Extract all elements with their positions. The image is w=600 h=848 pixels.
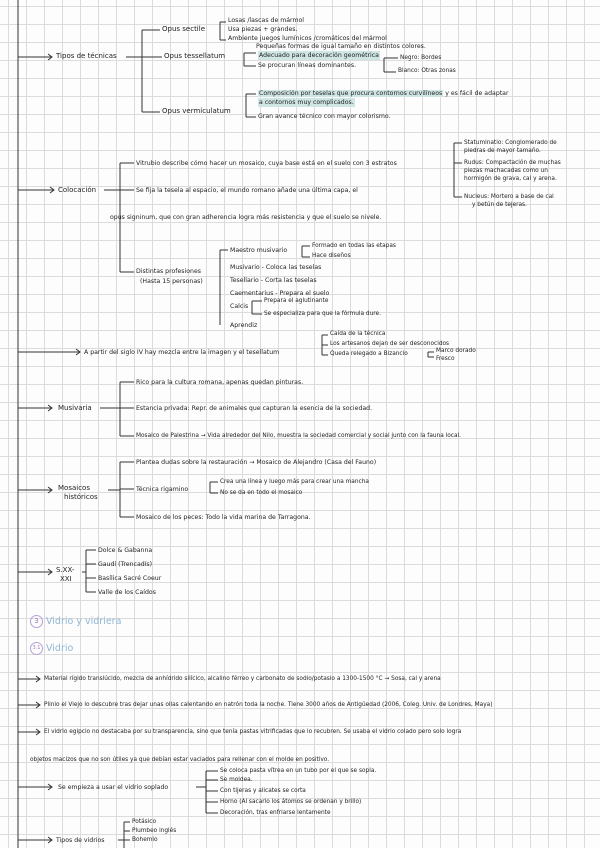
rigamino-2: No se da en todo el mosaico [220,490,303,496]
sxx-label-1: S.XX- [56,566,75,574]
colocacion-label: Colocación [58,186,97,194]
vidrio-line-4: objetos macizos que no son útiles ya que debían estar vaciados para rellenar con el molde en positivo. [30,757,330,763]
siglo-iv-sub-1: Caída de la técnica [330,331,386,337]
nucleus-1: Nucleus: Mortero a base de cal [464,194,554,200]
profesiones-label: Distintas profesiones [136,268,201,275]
opus-vermiculatum-label: Opus vermiculatum [162,107,231,115]
vitrubio-line: Vitrubio describe cómo hacer un mosaico, cuya base está en el suelo con 3 estratos [136,160,397,167]
section-3-title: Vidrio y vidriera [46,616,122,627]
tesellario-line: Tesellario - Corta las teselas [230,277,317,284]
siglo-iv-sub-3: Queda relegado a Bizancio [330,351,408,357]
vidrio-line-2: Plinio el Viejo lo descubre tras dejar unas ollas calentando en natrón toda la noche. Tiene 3000 años de Antigüedad (2006, Coleg. Univ. de Londres, Maya) [44,702,493,708]
mosaicos-label-1: Mosaicos [58,484,90,492]
tess-line-2: Adecuado para decoración geométrica [259,52,379,59]
maestro-sub-2: Hace diseños [312,253,351,259]
aprendiz-line: Aprendiz [230,322,258,329]
siglo-iv-text: A partir del siglo IV hay mezcla entre la imagen y el tesellatum [84,349,280,356]
section-3-header [30,615,121,628]
musivaria-line-2: Estancia privada: Repr. de animales que capturan la esencia de la sociedad. [136,405,373,412]
musivario-line: Musivario - Coloca las teselas [230,264,322,271]
vidrio-line-3: El vidrio egipcio no destacaba por su transparencia, sino que tenía pastas vitrificadas que lo recubren. Se usaba el vidrio colado pero solo logra [44,729,462,735]
section-31-title: Vidrio [46,643,74,654]
profesiones-sub: (Hasta 15 personas) [140,278,203,285]
section-31-header [30,642,73,655]
siglo-iv-sub-4a: Marco dorado [436,348,476,354]
maestro-musivario: Maestro musivario [230,247,288,254]
sxx-item-1: Dolce & Gabanna [98,547,153,554]
calcis-sub-1: Prepara el aglutinante [264,298,329,304]
verm-line-1 [258,89,509,98]
sectile-line-2: Usa piezas + grandes. [228,26,298,33]
calcis-sub-2: Se especializa para que la fórmula dure. [264,311,381,317]
tipos-vidrios-label: Tipos de vidrios [56,837,105,844]
historicos-line-3: Mosaico de los peces: Todo la vida marina de Tarragona. [136,514,311,521]
statuminatio-1: Statuminatio: Conglomerado de [464,140,557,146]
tess-blanco: Blanco: Otras zonas [398,68,456,74]
rudus-3: hormigón de grava, cal y arena. [464,176,557,182]
sxx-item-3: Basílica Sacré Coeur [98,575,162,582]
musivaria-line-3: Mosaico de Palestrina → Vida alrededor del Nilo, muestra la sociedad comercial y social junto con la fauna local. [136,433,461,439]
nucleus-2: y betún de tejeras. [472,202,527,208]
verm-line-1b: y es fácil de adaptar [445,90,509,97]
statuminatio-2: piedras de mayor tamaño. [464,148,541,154]
tipos-vidrio-1: Potásico [132,819,157,825]
section-31-number: 3.1 [30,642,43,655]
vidrio-line-1: Material rígido translúcido, mezcla de anhídrido silícico, alcalino férreo y carbonato de sodio/potasio a 1300-1500 °C → Sosa, cal y arena [44,676,441,682]
tess-negro: Negro: Bordes [400,55,442,61]
soplado-item-5: Decoración, tras enfriarse lentamente [220,810,331,816]
tipos-vidrio-2: Plumbeo inglés [132,828,177,834]
signinum-line: opus signinum, que con gran adherencia logra más resistencia y que el suelo se nivele. [110,214,382,221]
soplado-item-3: Con tijeras y alicates se corta [220,788,306,794]
tipos-tecnicas-label: Tipos de técnicas [56,52,117,60]
fija-line: Se fija la tesela al espacio, el mundo romano añade una última capa, el [136,187,358,194]
sectile-line-3: Ambiente juegos lumínicos /cromáticos del mármol [228,35,387,42]
caementarius-line: Caementarius - Prepara el suelo [230,290,330,297]
tipos-vidrio-3: Bohemio [132,837,158,843]
soplado-item-4: Horno (Al sacarlo los átomos se ordenan y brillo) [220,799,362,805]
sxx-item-2: Gaudí (Trencadís) [98,561,153,568]
opus-tessellatum-label: Opus tessellatum [164,52,226,60]
rudus-1: Rudus: Compactación de muchas [464,160,561,166]
siglo-iv-line [84,348,279,357]
soplado-item-2: Se moldea. [220,777,253,783]
verm-line-1a: Composición por teselas que procura contornos curvilíneos [259,90,443,97]
tess-line-3: Se procuran líneas dominantes. [258,62,357,69]
vidrio-soplado: Se empieza a usar el vidrio soplado [58,784,169,791]
mosaicos-label-2: históricos [64,493,98,501]
maestro-sub-1: Formado en todas las etapas [312,243,396,249]
siglo-iv-sub-4b: Fresco [436,356,455,362]
rigamino-1: Crea una línea y luego más para crear una mancha [220,479,369,485]
sxx-label-2: XXI [60,575,72,583]
tecnica-rigamino: Técnica rigamino [136,486,189,493]
musivaria-line-1: Rico para la cultura romana, apenas quedan pinturas. [136,379,304,386]
rudus-2: piezas machacadas como un [464,168,548,174]
musivaria-label: Musivaria [58,404,92,412]
historicos-line-1: Plantea dudas sobre la restauración → Mosaico de Alejandro (Casa del Fauno) [136,459,377,466]
section-3-number: 3 [30,615,43,628]
tess-line-1: Pequeñas formas de igual tamaño en distintos colores. [256,43,426,50]
calcis-label: Calcis [230,303,249,310]
verm-line-3: Gran avance técnico con mayor colorismo. [258,113,391,120]
soplado-item-1: Se coloca pasta vítrea en un tubo por el que se sopla. [220,768,377,774]
siglo-iv-sub-2: Los artesanos dejan de ser desconocidos [330,341,450,347]
verm-line-2: a contornos muy complicados. [259,99,354,106]
sxx-item-4: Valle de los Caídos [98,589,156,596]
opus-sectile-label: Opus sectile [162,25,206,33]
sectile-line-1: Losas /lascas de mármol [228,17,305,24]
